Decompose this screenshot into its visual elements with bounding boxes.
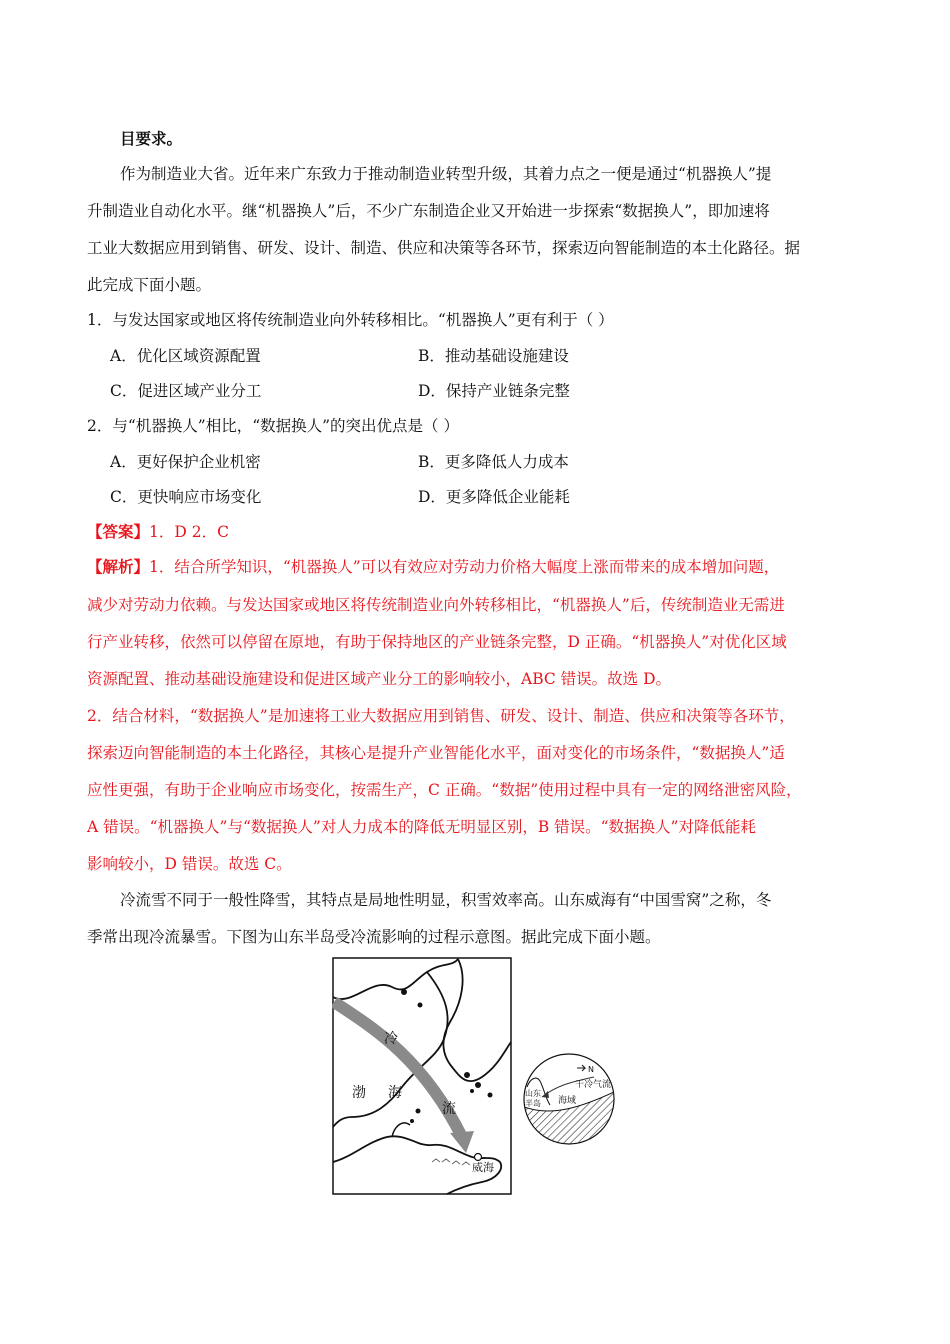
- analysis-line-2: 减少对劳动力依赖。与发达国家或地区将传统制造业向外转移相比，“机器换人”后，传统制造业无需进: [87, 596, 785, 614]
- question-2-stem: 2．与“机器换人”相比，“数据换人”的突出优点是（ ）: [87, 417, 459, 435]
- analysis-line-3: 行产业转移，依然可以停留在原地，有助于保持地区的产业链条完整，D 正确。“机器换人”对优化区域: [87, 633, 787, 651]
- map-svg: [332, 957, 632, 1197]
- analysis-line-5: 2．结合材料，“数据换人”是加速将工业大数据应用到销售、研发、设计、制造、供应和决策等各环节，: [87, 707, 795, 725]
- passage2-line-1: 冷流雪不同于一般性降雪，其特点是局地性明显，积雪效率高。山东威海有“中国雪窝”之称，冬: [120, 891, 772, 909]
- answer-text: 1．D 2．C: [149, 523, 229, 541]
- cold-flow-map-figure: [332, 957, 632, 1197]
- q1-option-b: B．推动基础设施建设: [418, 347, 569, 365]
- passage1-line-1: 作为制造业大省。近年来广东致力于推动制造业转型升级，其着力点之一便是通过“机器换人”提: [120, 165, 772, 183]
- q2-option-c: C．更快响应市场变化: [110, 488, 262, 506]
- analysis-line-4: 资源配置、推动基础设施建设和促进区域产业分工的影响较小，ABC 错误。故选 D。: [87, 670, 672, 688]
- analysis-text-1: 1．结合所学知识，“机器换人”可以有效应对劳动力价格大幅度上涨而带来的成本增加问题，: [149, 558, 780, 576]
- intro-fragment: 目要求。: [120, 130, 183, 148]
- passage2-line-2: 季常出现冷流暴雪。下图为山东半岛受冷流影响的过程示意图。据此完成下面小题。: [87, 928, 661, 946]
- analysis-line-7: 应性更强，有助于企业响应市场变化，按需生产，C 正确。“数据”使用过程中具有一定的网络泄密风险，: [87, 781, 802, 799]
- label-weihai: 威海: [472, 1161, 494, 1174]
- island-dot: [464, 1072, 470, 1078]
- label-bo: 渤: [352, 1085, 366, 1101]
- inset-diagram: [524, 1054, 614, 1147]
- q1-option-c: C．促进区域产业分工: [110, 382, 262, 400]
- label-cold: 冷: [384, 1031, 398, 1047]
- analysis-line-6: 探索迈向智能制造的本土化路径，其核心是提升产业智能化水平，面对变化的市场条件，“数据换人”适: [87, 744, 785, 762]
- inset-north: N: [588, 1065, 594, 1074]
- q2-option-a: A．更好保护企业机密: [110, 453, 261, 471]
- q1-option-d: D．保持产业链条完整: [418, 382, 570, 400]
- passage1-line-2: 升制造业自动化水平。继“机器换人”后，不少广东制造企业又开始进一步探索“数据换人”，即加速将: [87, 202, 770, 220]
- analysis-line-9: 影响较小，D 错误。故选 C。: [87, 855, 292, 873]
- question-1-stem: 1．与发达国家或地区将传统制造业向外转移相比。“机器换人”更有利于（ ）: [87, 311, 614, 329]
- island-dot: [401, 989, 407, 995]
- island-dot: [475, 1082, 481, 1088]
- inset-dry-cold-flow: 干冷气流: [575, 1080, 612, 1090]
- island-dot: [488, 1093, 493, 1098]
- analysis-line-8: A 错误。“机器换人”与“数据换人”对人力成本的降低无明显区别，B 错误。“数据换人”对降低能耗: [87, 818, 756, 836]
- island-dot: [470, 1089, 474, 1093]
- weihai-marker: [475, 1154, 482, 1161]
- passage1-line-3: 工业大数据应用到销售、研发、设计、制造、供应和决策等各环节，探索迈向智能制造的本土化路径。据: [87, 239, 801, 257]
- answer-tag: 【答案】: [87, 523, 150, 541]
- island-dot: [410, 1119, 414, 1123]
- island-dot: [416, 1109, 421, 1114]
- label-hai: 海: [388, 1085, 402, 1101]
- label-flow: 流: [442, 1101, 456, 1117]
- island-dot: [418, 1003, 423, 1008]
- analysis-line-1: [87, 557, 867, 577]
- q2-option-b: B．更多降低人力成本: [418, 453, 569, 471]
- q1-option-a: A．优化区域资源配置: [110, 347, 261, 365]
- q2-option-d: D．更多降低企业能耗: [418, 488, 570, 506]
- answer-line: [87, 522, 867, 542]
- inset-shandong: 山东: [525, 1089, 541, 1098]
- passage1-line-4: 此完成下面小题。: [87, 276, 212, 294]
- inset-sea-area: 海域: [558, 1096, 577, 1106]
- analysis-tag: 【解析】: [87, 558, 150, 576]
- inset-peninsula: 半岛: [525, 1099, 541, 1108]
